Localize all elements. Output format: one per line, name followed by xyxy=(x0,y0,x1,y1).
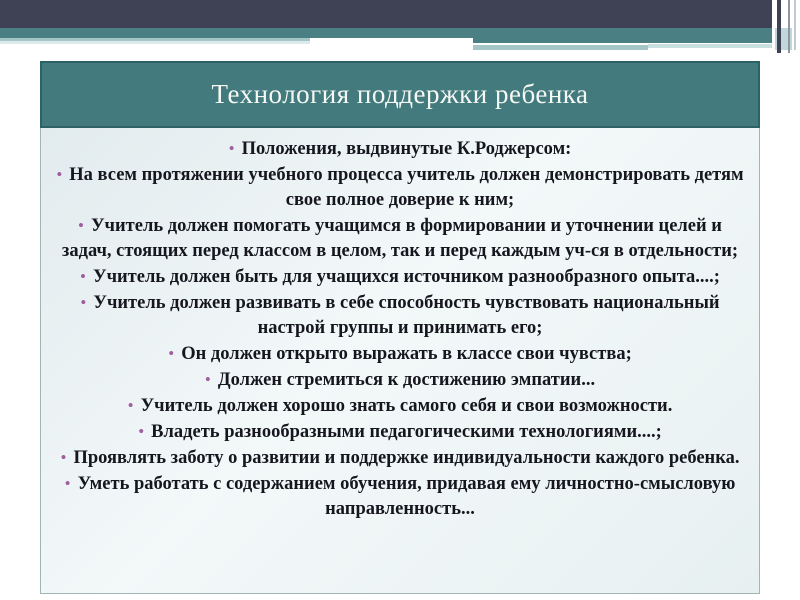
bullet-item-text: На всем протяжении учебного процесса учитель должен демонстрировать детям свое полное доверие к ним; xyxy=(69,165,744,210)
bullet-icon: • xyxy=(60,448,67,467)
bullet-list-item xyxy=(53,290,747,341)
bullet-list-item xyxy=(53,136,747,162)
bullet-icon: • xyxy=(56,165,63,184)
page-title: Технология поддержки ребенка xyxy=(211,79,589,109)
slide-card xyxy=(40,61,760,594)
bullet-icon: • xyxy=(80,293,87,312)
bullet-item-text: Он должен открыто выражать в классе свои чувства; xyxy=(181,344,632,364)
bullet-item-text: Учитель должен помогать учащимся в формировании и уточнении целей и задач, стоящих перед классом в целом, так и перед каждым уч-ся в отдельности; xyxy=(61,216,739,261)
bullet-icon: • xyxy=(228,139,235,158)
accent-stripe xyxy=(648,44,772,48)
bullet-list-item xyxy=(53,419,747,445)
bullet-list-item xyxy=(53,213,747,264)
bullet-item-text: Учитель должен хорошо знать самого себя и свои возможности. xyxy=(140,396,673,416)
bullet-item-text: Уметь работать с содержанием обучения, придавая ему личностно-смысловую направленность... xyxy=(77,474,736,519)
bullet-item-text: Положения, выдвинутые К.Роджерсом: xyxy=(241,139,572,159)
bullet-list-item xyxy=(53,445,747,471)
bullet-item-text: Учитель должен развивать в себе способность чувствовать национальный настрой группы и принимать его; xyxy=(93,293,720,338)
bullet-icon: • xyxy=(78,216,84,235)
bullet-icon: • xyxy=(80,267,86,286)
bullet-item-text: Проявлять заботу о развитии и поддержке индивидуальности каждого ребенка. xyxy=(73,448,740,468)
bullet-list-item xyxy=(53,264,747,290)
bullet-item-text: Должен стремиться к достижению эмпатии... xyxy=(217,370,596,390)
top-dark-bar xyxy=(0,0,772,28)
bullet-item-text: Учитель должен быть для учащихся источником разнообразного опыта....; xyxy=(93,267,720,287)
bullet-list-item xyxy=(53,162,747,213)
bullet-list-item xyxy=(53,367,747,393)
bullet-list-item xyxy=(53,341,747,367)
bullet-icon: • xyxy=(138,422,145,441)
bullet-list-item xyxy=(53,471,747,522)
bullet-list-item xyxy=(53,393,747,419)
bullet-icon: • xyxy=(204,370,211,389)
vertical-stripe xyxy=(777,0,781,53)
slide-content xyxy=(40,128,760,594)
bullet-icon: • xyxy=(168,344,175,363)
slide-title-bar xyxy=(40,61,760,128)
bullet-icon: • xyxy=(64,474,71,493)
teal-band xyxy=(0,28,772,38)
accent-stripe xyxy=(473,45,648,50)
vertical-stripe xyxy=(794,0,796,50)
bullet-icon: • xyxy=(127,396,134,415)
bullet-item-text: Владеть разнообразными педагогическими технологиями....; xyxy=(151,422,662,442)
vertical-stripe xyxy=(788,0,790,53)
accent-stripe xyxy=(0,41,310,44)
